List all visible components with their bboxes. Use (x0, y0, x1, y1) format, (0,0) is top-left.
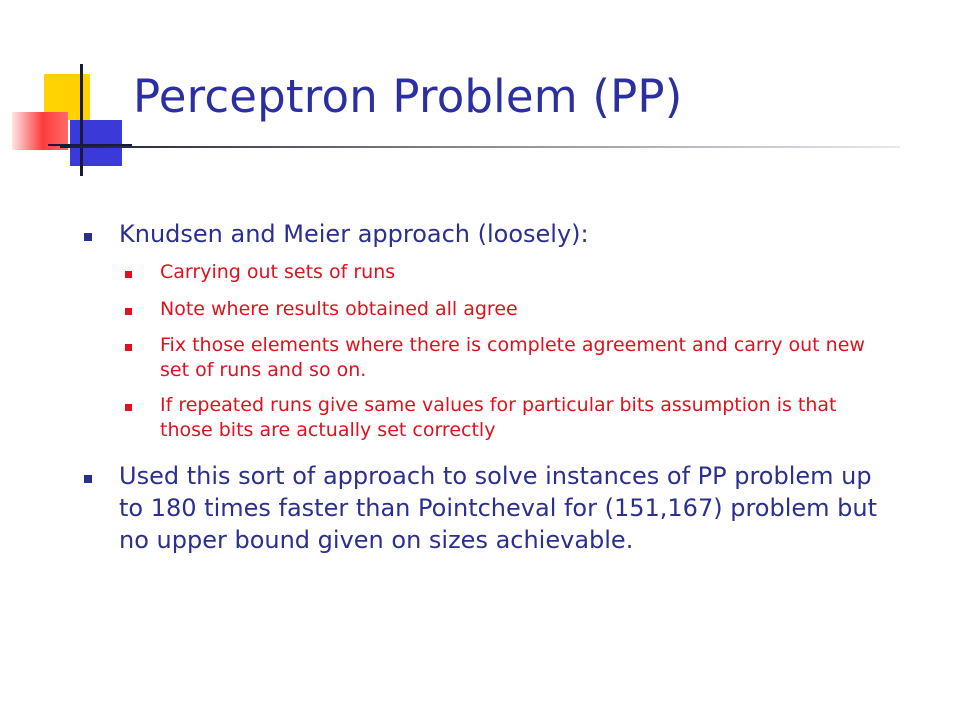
blue-square-icon (70, 120, 122, 166)
title-underline (60, 146, 900, 148)
subbullet-carrying-out-runs: Carrying out sets of runs (125, 260, 884, 285)
subbullet-repeated-runs: If repeated runs give same values for particular bits assumption is that those bits are actually set correctly (125, 393, 884, 443)
vertical-rule (80, 64, 83, 176)
slide-content (84, 218, 884, 556)
slide-title: Perceptron Problem (PP) (133, 70, 683, 123)
subbullet-note-agreement: Note where results obtained all agree (125, 297, 884, 322)
bullet-knudsen-meier: Knudsen and Meier approach (loosely): (84, 218, 884, 250)
decorative-logo (0, 0, 140, 180)
bullet-used-approach: Used this sort of approach to solve instances of PP problem up to 180 times faster than Pointcheval for (151,167) problem but no upper bound given on sizes achievable. (84, 460, 884, 556)
subbullet-fix-elements: Fix those elements where there is complete agreement and carry out new set of runs and so on. (125, 333, 884, 383)
